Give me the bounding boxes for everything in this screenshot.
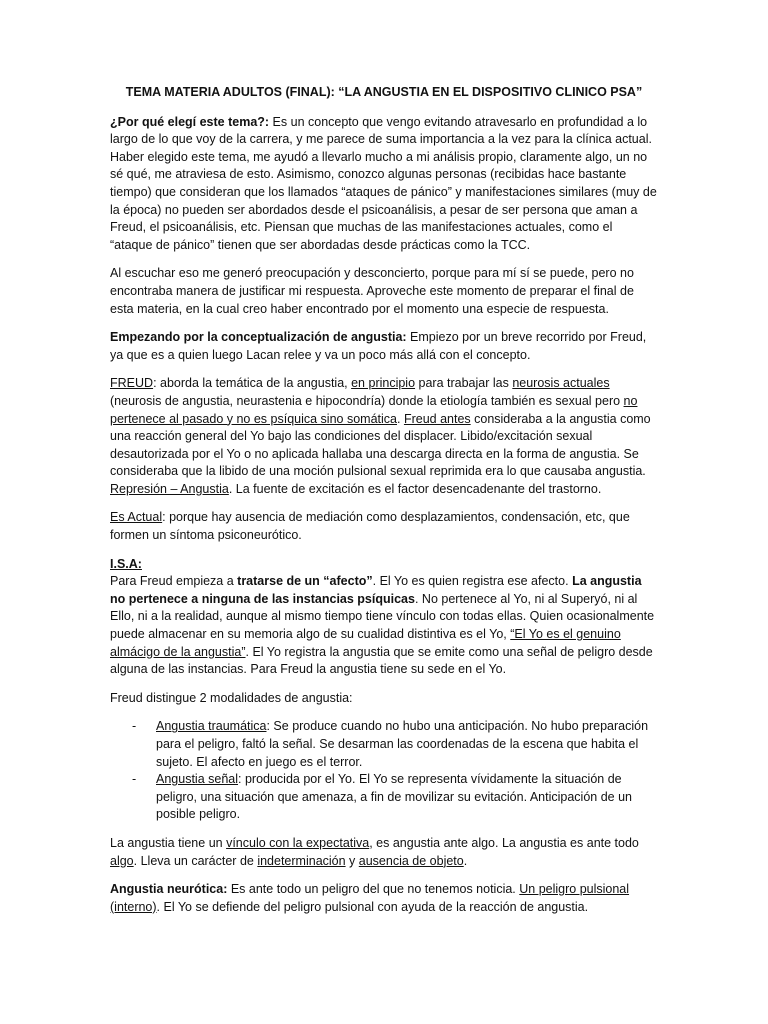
freud-text-6: . La fuente de excitación es el factor desencadenante del trastorno. [228,481,602,496]
list-text: : producida por el Yo. El Yo se representa vívidamente la situación de peligro, una situación que amenaza, a fin de movilizar su evitación. Anticipación de un posible peligro. [156,772,632,822]
list-item [110,718,658,771]
freud-text-5: consideraba a la angustia como una reacción general del Yo bajo las condiciones del displacer. Libido/excitación sexual desautorizada por el Yo o no aplicada hallaba una descarga directa en la forma de angustia. Se consideraba que la libido de una moción pulsional sexual reprimida era lo que causaba angustia. [110,411,651,479]
list-bullet: - [132,772,137,787]
paragraph-angustia-neurotica [110,881,658,916]
isa-text-1: Para Freud empieza a [110,574,238,589]
vinculo-text-3: . Lleva un carácter de [133,853,258,868]
why-topic-text: Es un concepto que vengo evitando atravesarlo en profundidad a lo largo de lo que voy de la carrera, y me parece de suma importancia a la vez para la clínica actual. Haber elegido este tema, me ayudó a llevarlo mucho a mi análisis propio, claramente algo, un no sé qué, me atraviesa de esto. Asimismo, conozco algunas personas (recibidas hace bastante tiempo) que consideran que los llamados “ataques de pánico” y manifestaciones similares (muy de la época) no pueden ser abordados desde el psicoanálisis, a pesar de ser persona que aman a Freud, el psicoanálisis, etc. Piensan que muchas de las manifestaciones actuales, como el “ataque de pánico” tienen que ser abordadas desde prácticas como la TCC. [110,114,657,252]
freud-no-pertenece: no pertenece al pasado y no es psíquica sino somática [110,393,638,426]
isa-heading: I.S.A: [110,556,142,571]
freud-represion-angustia: Represión – Angustia [110,481,229,496]
es-actual-term: Es Actual [110,510,163,525]
document-page [110,84,658,927]
freud-en-principio: en principio [351,376,416,391]
conceptualization-lead: Empezando por la conceptualización de angustia: [110,330,407,345]
isa-text-2: . El Yo es quien registra ese afecto. [372,574,573,589]
vinculo-text-5: . [463,853,468,868]
document-title: TEMA MATERIA ADULTOS (FINAL): “LA ANGUSTIA EN EL DISPOSITIVO CLINICO PSA” [125,85,643,99]
vinculo-expectativa: vínculo con la expectativa [226,835,370,850]
paragraph-concern: Al escuchar eso me generó preocupación y desconcierto, porque para mí sí se puede, pero no encontraba manera de justificar mi respuesta. Aproveche este momento de preparar el final de esta materia, en la cual creo haber encontrado por el momento una especie de respuesta. [110,266,634,316]
freud-text-2: para trabajar las [415,376,513,391]
why-topic-lead: ¿Por qué elegí este tema?: [110,114,270,129]
freud-text-1: : aborda la temática de la angustia, [153,376,352,391]
freud-antes: Freud antes [403,411,471,426]
isa-afecto: tratarse de un “afecto” [237,574,373,589]
es-actual-text: : porque hay ausencia de mediación como desplazamientos, condensación, etc, que formen un síntoma psiconeurótico. [110,510,630,543]
isa-text-3: . No pertenece al Yo, ni al Superyó, ni al Ello, ni a la realidad, aunque al mismo tiempo tiene vínculo con todas ellas. Quien ocasionalmente puede almacenar en su memoria algo de su cualidad distintiva es el Yo, [110,591,655,642]
vinculo-text-4: y [345,853,359,868]
paragraph-isa [110,556,658,679]
list-text: : Se produce cuando no hubo una anticipación. No hubo preparación para el peligro, faltó la señal. Se desarman las coordenadas de la escena que habita el sujeto. El afecto en juego es el terror. [156,719,649,769]
paragraph-modalidades: Freud distingue 2 modalidades de angustia: [110,690,353,705]
angustia-neurotica-text-2: . El Yo se defiende del peligro pulsional con ayuda de la reacción de angustia. [156,899,589,914]
paragraph-freud [110,375,658,498]
vinculo-ausencia-objeto: ausencia de objeto [358,853,464,868]
angustia-neurotica-peligro: Un peligro pulsional (interno) [110,882,630,914]
isa-no-pertenece: La angustia no pertenece a ninguna de las instancias psíquicas [110,574,642,606]
vinculo-indeterminacion: indeterminación [257,853,346,868]
paragraph-conceptualization [110,329,658,364]
freud-text-4: . [396,411,404,426]
list-item [110,771,658,824]
isa-text-4: . El Yo registra la angustia que se emite como una señal de peligro desde alguna de las instancias. Para Freud la angustia tiene su sede en el Yo. [110,644,653,677]
freud-text-3: (neurosis de angustia, neurastenia e hipocondría) donde la etiología también es sexual pero [110,393,624,408]
conceptualization-text: Empiezo por un breve recorrido por Freud, ya que es a quien luego Lacan relee y va un poco más allá con el concepto. [110,330,647,362]
modalidades-list [110,718,658,824]
angustia-neurotica-lead: Angustia neurótica: [110,882,228,897]
list-term: Angustia señal [156,772,239,787]
vinculo-text-2: , es angustia ante algo. La angustia es ante todo [369,835,639,850]
paragraph-vinculo [110,835,658,870]
list-bullet: - [132,719,137,734]
isa-quote: “El Yo es el genuino almácigo de la angustia” [110,627,621,659]
freud-neurosis-actuales: neurosis actuales [512,376,610,391]
freud-heading: FREUD [110,376,154,391]
paragraph-why-topic [110,114,658,255]
angustia-neurotica-text-1: Es ante todo un peligro del que no tenemos noticia. [227,882,520,897]
vinculo-algo: algo [110,853,134,868]
vinculo-text-1: La angustia tiene un [110,835,227,850]
paragraph-es-actual [110,509,658,544]
list-term: Angustia traumática [156,719,267,734]
